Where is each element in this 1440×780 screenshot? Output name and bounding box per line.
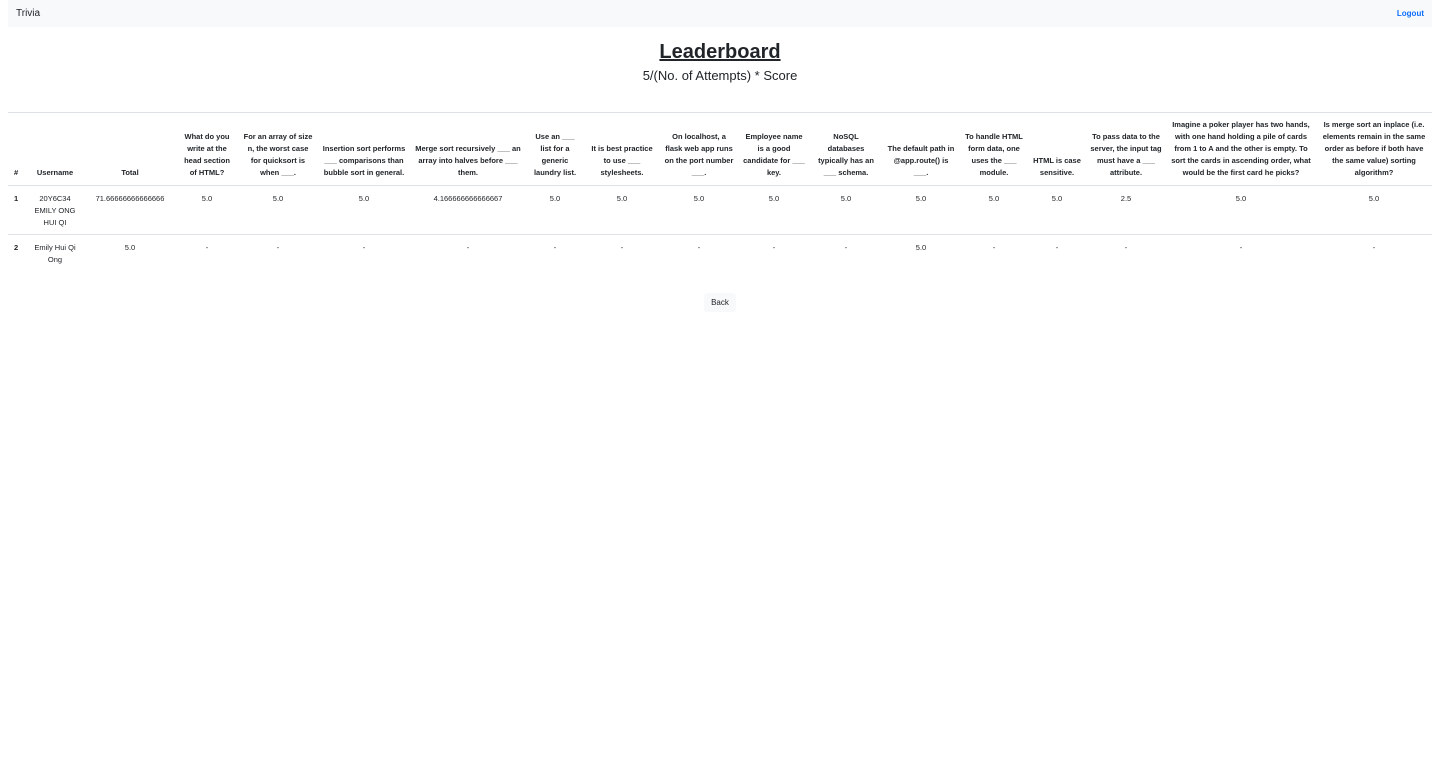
cell-username: Emily Hui Qi Ong — [34, 243, 76, 264]
header-question: The default path in @app.route() is ___. — [887, 144, 955, 177]
page-title: Leaderboard — [659, 41, 781, 63]
header-question: Insertion sort performs ___ comparisons than bubble sort in general. — [322, 144, 406, 177]
cell-score: - — [1372, 243, 1376, 252]
cell-score: - — [992, 243, 996, 252]
cell-score: 5.0 — [1235, 194, 1247, 203]
cell-score: - — [844, 243, 848, 252]
cell-score: - — [553, 243, 557, 252]
cell-score: 5.0 — [616, 194, 628, 203]
header-question: NoSQL databases typically has an ___ schema. — [818, 132, 874, 177]
cell-total: 71.66666666666666 — [95, 194, 165, 203]
table-body — [8, 186, 1432, 272]
cell-score: - — [697, 243, 701, 252]
cell-score: - — [276, 243, 280, 252]
page-header — [0, 38, 1440, 86]
back-button[interactable]: Back — [704, 293, 736, 312]
cell-score: - — [1124, 243, 1128, 252]
cell-score: 5.0 — [768, 194, 780, 203]
cell-score: - — [205, 243, 209, 252]
cell-score: 5.0 — [358, 194, 370, 203]
cell-score: 5.0 — [549, 194, 561, 203]
cell-username: 20Y6C34 EMILY ONG HUI QI — [34, 194, 76, 227]
header-question: To pass data to the server, the input tag must have a ___ attribute. — [1090, 132, 1162, 177]
header-question: It is best practice to use ___ stylesheets. — [591, 144, 653, 177]
cell-score: - — [1055, 243, 1059, 252]
cell-score: 5.0 — [840, 194, 852, 203]
leaderboard-table-container — [8, 112, 1432, 272]
back-button-container — [0, 292, 1440, 312]
cell-score: 5.0 — [915, 243, 927, 252]
cell-score: 5.0 — [1051, 194, 1063, 203]
cell-score: 5.0 — [201, 194, 213, 203]
header-question: Is merge sort an inplace (i.e. elements remain in the same order as before if both have the same value) sorting algorithm? — [1322, 120, 1426, 177]
table-row — [8, 186, 1432, 235]
header-username: Username — [36, 168, 74, 177]
cell-score: - — [620, 243, 624, 252]
navbar-brand[interactable]: Trivia — [16, 8, 41, 19]
table-row — [8, 235, 1432, 272]
navbar — [8, 0, 1432, 27]
header-row — [8, 113, 1432, 186]
logout-link[interactable]: Logout — [1396, 9, 1424, 18]
cell-rank: 2 — [14, 243, 19, 252]
header-question: What do you write at the head section of HTML? — [184, 132, 230, 177]
cell-score: 5.0 — [1368, 194, 1380, 203]
cell-score: - — [362, 243, 366, 252]
table-header — [8, 113, 1432, 186]
leaderboard-table — [8, 112, 1432, 272]
cell-score: 5.0 — [988, 194, 1000, 203]
header-total: Total — [121, 168, 139, 177]
cell-score: 5.0 — [693, 194, 705, 203]
header-question: Employee name is a good candidate for ___ key. — [743, 132, 805, 177]
header-question: To handle HTML form data, one uses the ___ module. — [965, 132, 1023, 177]
cell-score: - — [772, 243, 776, 252]
header-question: On localhost, a flask web app runs on the port number ___. — [664, 132, 734, 177]
header-question: HTML is case sensitive. — [1033, 156, 1081, 177]
header-question: Merge sort recursively ___ an array into halves before ___ them. — [415, 144, 521, 177]
header-question: For an array of size n, the worst case for quicksort is when ___. — [243, 132, 313, 177]
cell-score: 2.5 — [1120, 194, 1132, 203]
cell-score: 5.0 — [915, 194, 927, 203]
cell-score: 4.166666666666667 — [433, 194, 503, 203]
cell-total: 5.0 — [124, 243, 136, 252]
cell-score: - — [466, 243, 470, 252]
header-rank: # — [14, 168, 19, 177]
cell-rank: 1 — [14, 194, 19, 203]
cell-score: 5.0 — [272, 194, 284, 203]
header-question: Imagine a poker player has two hands, with one hand holding a pile of cards from 1 to A and the other is empty. To sort the cards in ascending order, what would be the first card he picks? — [1171, 120, 1311, 177]
page-subtitle: 5/(No. of Attempts) * Score — [642, 68, 798, 83]
cell-score: - — [1239, 243, 1243, 252]
header-question: Use an ___ list for a generic laundry list. — [533, 132, 577, 177]
